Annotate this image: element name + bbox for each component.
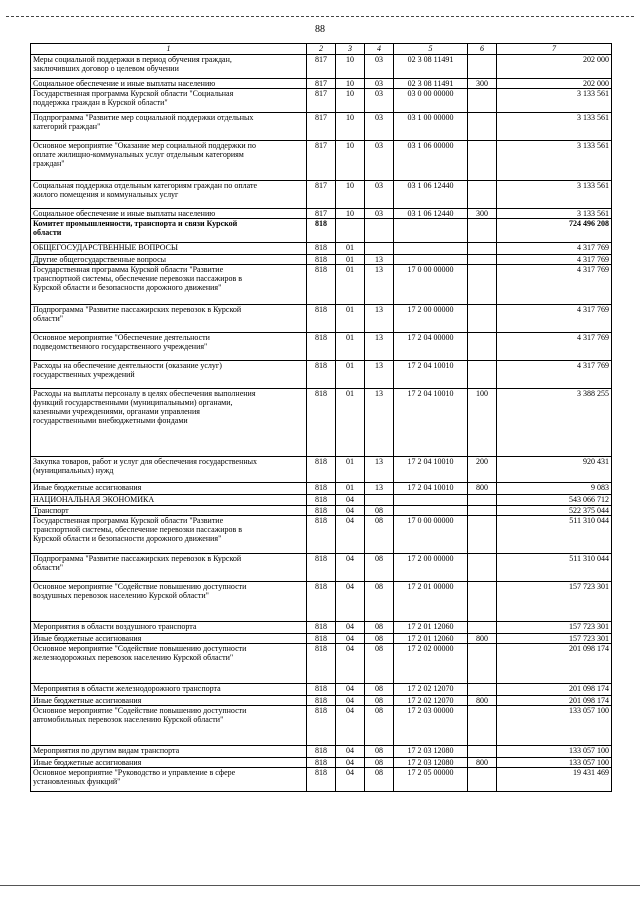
cell-section: 04 <box>336 746 365 758</box>
cell-section: 04 <box>336 706 365 746</box>
cell-name: Закупка товаров, работ и услуг для обеспечения государственных (муниципальных) нужд <box>31 457 307 483</box>
cell-name: Основное мероприятие "Содействие повышению доступности воздушных перевозок населению Курской области" <box>31 582 307 622</box>
table-row <box>31 483 612 495</box>
cell-name: Меры социальной поддержки в период обучения граждан, заключивших договор о целевом обучении <box>31 55 307 79</box>
cell-amount: 724 496 208 <box>497 219 612 243</box>
table-row <box>31 243 612 255</box>
table-row <box>31 333 612 361</box>
cell-section: 01 <box>336 389 365 457</box>
cell-name: Другие общегосударственные вопросы <box>31 255 307 265</box>
column-header: 4 <box>365 44 394 55</box>
cell-section: 01 <box>336 333 365 361</box>
cell-subsection: 08 <box>365 582 394 622</box>
cell-section: 04 <box>336 634 365 644</box>
cell-amount: 3 133 561 <box>497 113 612 141</box>
cell-name: Социальная поддержка отдельным категориям граждан по оплате жилого помещения и коммунальных услуг <box>31 181 307 209</box>
cell-ministry-code: 818 <box>307 758 336 768</box>
cell-amount: 4 317 769 <box>497 305 612 333</box>
cell-amount: 3 133 561 <box>497 141 612 181</box>
cell-ministry-code: 818 <box>307 554 336 582</box>
table-row <box>31 305 612 333</box>
cell-amount: 157 723 301 <box>497 622 612 634</box>
cell-target-article: 17 0 00 00000 <box>394 265 468 305</box>
budget-table <box>30 43 612 792</box>
cell-target-article: 02 3 08 11491 <box>394 55 468 79</box>
cell-ministry-code: 817 <box>307 79 336 89</box>
column-header: 6 <box>468 44 497 55</box>
cell-expense-type: 800 <box>468 634 497 644</box>
cell-amount: 19 431 469 <box>497 768 612 792</box>
cell-name: Основное мероприятие "Обеспечение деятельности подведомственного государственного учреждения" <box>31 333 307 361</box>
table-row <box>31 265 612 305</box>
cell-target-article: 17 2 04 00000 <box>394 333 468 361</box>
cell-amount: 522 375 044 <box>497 506 612 516</box>
table-row <box>31 758 612 768</box>
cell-subsection: 13 <box>365 389 394 457</box>
cell-target-article: 17 2 01 00000 <box>394 582 468 622</box>
cell-target-article: 17 2 02 00000 <box>394 644 468 684</box>
cell-amount: 4 317 769 <box>497 243 612 255</box>
cell-ministry-code: 818 <box>307 457 336 483</box>
cell-amount: 3 133 561 <box>497 209 612 219</box>
cell-subsection: 08 <box>365 684 394 696</box>
cell-subsection: 13 <box>365 457 394 483</box>
cell-subsection: 08 <box>365 706 394 746</box>
table-row <box>31 622 612 634</box>
cell-expense-type <box>468 495 497 506</box>
cell-section: 01 <box>336 457 365 483</box>
table-row <box>31 55 612 79</box>
cell-amount: 4 317 769 <box>497 265 612 305</box>
table-row <box>31 634 612 644</box>
page-number: 88 <box>315 24 325 35</box>
cell-subsection: 03 <box>365 89 394 113</box>
cell-amount: 543 066 712 <box>497 495 612 506</box>
cell-ministry-code: 818 <box>307 495 336 506</box>
cell-section: 04 <box>336 506 365 516</box>
cell-amount: 920 431 <box>497 457 612 483</box>
top-rule <box>6 16 634 17</box>
table-row <box>31 141 612 181</box>
cell-expense-type <box>468 255 497 265</box>
cell-expense-type: 800 <box>468 696 497 706</box>
cell-ministry-code: 818 <box>307 684 336 696</box>
table-row <box>31 746 612 758</box>
cell-target-article: 17 2 04 10010 <box>394 361 468 389</box>
cell-target-article <box>394 219 468 243</box>
cell-section: 04 <box>336 554 365 582</box>
cell-name: Комитет промышленности, транспорта и связи Курской области <box>31 219 307 243</box>
cell-subsection: 08 <box>365 696 394 706</box>
table-body <box>31 55 612 792</box>
cell-subsection: 08 <box>365 758 394 768</box>
cell-target-article: 17 2 04 10010 <box>394 389 468 457</box>
cell-ministry-code: 817 <box>307 209 336 219</box>
cell-expense-type: 300 <box>468 79 497 89</box>
cell-ministry-code: 818 <box>307 243 336 255</box>
cell-expense-type <box>468 265 497 305</box>
cell-section: 10 <box>336 209 365 219</box>
cell-ministry-code: 818 <box>307 255 336 265</box>
table-row <box>31 79 612 89</box>
cell-ministry-code: 817 <box>307 113 336 141</box>
cell-target-article: 17 2 04 10010 <box>394 457 468 483</box>
cell-ministry-code: 818 <box>307 516 336 554</box>
cell-amount: 4 317 769 <box>497 361 612 389</box>
cell-section: 01 <box>336 255 365 265</box>
cell-section: 04 <box>336 684 365 696</box>
cell-amount: 3 388 255 <box>497 389 612 457</box>
cell-name: Подпрограмма "Развитие пассажирских перевозок в Курской области" <box>31 554 307 582</box>
cell-amount: 202 000 <box>497 79 612 89</box>
cell-ministry-code: 818 <box>307 483 336 495</box>
cell-target-article: 17 2 01 12060 <box>394 634 468 644</box>
cell-subsection: 08 <box>365 506 394 516</box>
cell-subsection: 03 <box>365 113 394 141</box>
cell-expense-type <box>468 243 497 255</box>
cell-ministry-code: 818 <box>307 746 336 758</box>
table-row <box>31 644 612 684</box>
table-header-row <box>31 44 612 55</box>
cell-section: 10 <box>336 181 365 209</box>
cell-ministry-code: 818 <box>307 333 336 361</box>
cell-expense-type <box>468 644 497 684</box>
cell-name: Расходы на обеспечение деятельности (оказание услуг) государственных учреждений <box>31 361 307 389</box>
cell-ministry-code: 818 <box>307 706 336 746</box>
cell-subsection: 08 <box>365 622 394 634</box>
cell-amount: 202 000 <box>497 55 612 79</box>
cell-section: 04 <box>336 758 365 768</box>
cell-target-article <box>394 495 468 506</box>
cell-section: 04 <box>336 696 365 706</box>
cell-name: Государственная программа Курской области "Развитие транспортной системы, обеспечение перевозки пассажиров в Курской области и безопасности дорожного движения" <box>31 265 307 305</box>
cell-ministry-code: 818 <box>307 219 336 243</box>
cell-subsection: 08 <box>365 746 394 758</box>
cell-expense-type <box>468 89 497 113</box>
cell-name: НАЦИОНАЛЬНАЯ ЭКОНОМИКА <box>31 495 307 506</box>
cell-amount: 133 057 100 <box>497 758 612 768</box>
cell-ministry-code: 817 <box>307 181 336 209</box>
cell-name: Мероприятия по другим видам транспорта <box>31 746 307 758</box>
table-row <box>31 255 612 265</box>
cell-name: Государственная программа Курской области "Развитие транспортной системы, обеспечение перевозки пассажиров в Курской области и безопасности дорожного движения" <box>31 516 307 554</box>
cell-target-article <box>394 506 468 516</box>
cell-ministry-code: 818 <box>307 506 336 516</box>
cell-ministry-code: 818 <box>307 696 336 706</box>
cell-name: Расходы на выплаты персоналу в целях обеспечения выполнения функций государственными (муниципальными) органами, казенными учреждениями, органами управления государственными внебюджетными фондами <box>31 389 307 457</box>
cell-name: Основное мероприятие "Руководство и управление в сфере установленных функций" <box>31 768 307 792</box>
cell-subsection: 03 <box>365 209 394 219</box>
cell-name: Транспорт <box>31 506 307 516</box>
cell-expense-type <box>468 219 497 243</box>
cell-expense-type <box>468 141 497 181</box>
cell-expense-type <box>468 516 497 554</box>
cell-expense-type: 800 <box>468 758 497 768</box>
cell-ministry-code: 817 <box>307 55 336 79</box>
cell-section: 04 <box>336 495 365 506</box>
cell-expense-type <box>468 55 497 79</box>
cell-subsection: 13 <box>365 255 394 265</box>
table-row <box>31 113 612 141</box>
cell-section: 10 <box>336 141 365 181</box>
cell-expense-type <box>468 113 497 141</box>
cell-expense-type: 100 <box>468 389 497 457</box>
cell-amount: 133 057 100 <box>497 706 612 746</box>
cell-target-article: 17 2 05 00000 <box>394 768 468 792</box>
cell-expense-type <box>468 622 497 634</box>
cell-amount: 9 083 <box>497 483 612 495</box>
cell-expense-type: 300 <box>468 209 497 219</box>
cell-subsection: 08 <box>365 768 394 792</box>
table-row <box>31 554 612 582</box>
cell-section: 04 <box>336 516 365 554</box>
cell-name: Государственная программа Курской области "Социальная поддержка граждан в Курской области" <box>31 89 307 113</box>
cell-amount: 3 133 561 <box>497 89 612 113</box>
cell-name: Основное мероприятие "Содействие повышению доступности железнодорожных перевозок населению Курской области" <box>31 644 307 684</box>
cell-expense-type <box>468 706 497 746</box>
cell-expense-type <box>468 333 497 361</box>
cell-subsection: 13 <box>365 333 394 361</box>
cell-amount: 201 098 174 <box>497 696 612 706</box>
table-row <box>31 696 612 706</box>
cell-expense-type: 200 <box>468 457 497 483</box>
cell-subsection: 08 <box>365 634 394 644</box>
cell-target-article: 03 0 00 00000 <box>394 89 468 113</box>
cell-ministry-code: 818 <box>307 582 336 622</box>
cell-section: 01 <box>336 265 365 305</box>
table-row <box>31 181 612 209</box>
cell-ministry-code: 818 <box>307 305 336 333</box>
cell-target-article: 03 1 06 12440 <box>394 181 468 209</box>
cell-expense-type <box>468 746 497 758</box>
cell-target-article: 17 2 00 00000 <box>394 305 468 333</box>
table-row <box>31 389 612 457</box>
table-row <box>31 582 612 622</box>
cell-subsection <box>365 243 394 255</box>
cell-expense-type <box>468 361 497 389</box>
cell-amount: 511 310 044 <box>497 554 612 582</box>
cell-subsection: 13 <box>365 305 394 333</box>
cell-ministry-code: 818 <box>307 644 336 684</box>
cell-expense-type <box>468 768 497 792</box>
cell-amount: 4 317 769 <box>497 255 612 265</box>
column-header: 1 <box>31 44 307 55</box>
cell-name: Социальное обеспечение и иные выплаты населению <box>31 209 307 219</box>
table-row <box>31 495 612 506</box>
table-row <box>31 506 612 516</box>
cell-section: 04 <box>336 644 365 684</box>
cell-section: 04 <box>336 582 365 622</box>
cell-ministry-code: 818 <box>307 265 336 305</box>
table-row <box>31 516 612 554</box>
cell-target-article: 17 2 01 12060 <box>394 622 468 634</box>
column-header: 2 <box>307 44 336 55</box>
table-row <box>31 361 612 389</box>
cell-name: Социальное обеспечение и иные выплаты населению <box>31 79 307 89</box>
cell-expense-type <box>468 506 497 516</box>
cell-target-article: 17 2 00 00000 <box>394 554 468 582</box>
table-row <box>31 706 612 746</box>
cell-ministry-code: 818 <box>307 622 336 634</box>
cell-subsection <box>365 495 394 506</box>
cell-target-article: 17 2 03 12080 <box>394 758 468 768</box>
cell-ministry-code: 818 <box>307 389 336 457</box>
cell-amount: 201 098 174 <box>497 684 612 696</box>
table-row <box>31 457 612 483</box>
cell-subsection: 08 <box>365 554 394 582</box>
cell-name: Мероприятия в области железнодорожного транспорта <box>31 684 307 696</box>
cell-name: Иные бюджетные ассигнования <box>31 483 307 495</box>
cell-ministry-code: 817 <box>307 89 336 113</box>
cell-amount: 201 098 174 <box>497 644 612 684</box>
cell-amount: 511 310 044 <box>497 516 612 554</box>
cell-amount: 4 317 769 <box>497 333 612 361</box>
cell-name: Мероприятия в области воздушного транспорта <box>31 622 307 634</box>
cell-subsection: 03 <box>365 181 394 209</box>
cell-target-article: 17 2 03 12080 <box>394 746 468 758</box>
cell-name: Иные бюджетные ассигнования <box>31 758 307 768</box>
cell-target-article: 03 1 00 00000 <box>394 113 468 141</box>
cell-name: Подпрограмма "Развитие пассажирских перевозок в Курской области" <box>31 305 307 333</box>
table-row <box>31 209 612 219</box>
cell-expense-type <box>468 582 497 622</box>
cell-amount: 157 723 301 <box>497 634 612 644</box>
cell-section: 10 <box>336 113 365 141</box>
cell-section: 01 <box>336 243 365 255</box>
cell-subsection: 08 <box>365 644 394 684</box>
cell-subsection: 03 <box>365 141 394 181</box>
cell-target-article: 17 0 00 00000 <box>394 516 468 554</box>
table-row <box>31 684 612 696</box>
cell-target-article: 02 3 08 11491 <box>394 79 468 89</box>
cell-subsection: 13 <box>365 361 394 389</box>
table-row <box>31 768 612 792</box>
cell-expense-type: 800 <box>468 483 497 495</box>
cell-amount: 157 723 301 <box>497 582 612 622</box>
cell-name: ОБЩЕГОСУДАРСТВЕННЫЕ ВОПРОСЫ <box>31 243 307 255</box>
cell-subsection: 13 <box>365 265 394 305</box>
column-header: 5 <box>394 44 468 55</box>
cell-section: 01 <box>336 305 365 333</box>
cell-subsection: 03 <box>365 55 394 79</box>
cell-subsection: 13 <box>365 483 394 495</box>
cell-ministry-code: 818 <box>307 361 336 389</box>
cell-amount: 133 057 100 <box>497 746 612 758</box>
cell-target-article: 17 2 04 10010 <box>394 483 468 495</box>
cell-target-article: 17 2 02 12070 <box>394 696 468 706</box>
cell-expense-type <box>468 305 497 333</box>
cell-section <box>336 219 365 243</box>
cell-name: Иные бюджетные ассигнования <box>31 634 307 644</box>
column-header: 3 <box>336 44 365 55</box>
cell-target-article: 17 2 02 12070 <box>394 684 468 696</box>
cell-ministry-code: 818 <box>307 634 336 644</box>
cell-name: Основное мероприятие "Содействие повышению доступности автомобильных перевозок населению Курской области" <box>31 706 307 746</box>
cell-name: Основное мероприятие "Оказание мер социальной поддержки по оплате жилищно-коммунальных услуг отдельным категориям граждан" <box>31 141 307 181</box>
column-header: 7 <box>497 44 612 55</box>
cell-name: Подпрограмма "Развитие мер социальной поддержки отдельных категорий граждан" <box>31 113 307 141</box>
cell-ministry-code: 817 <box>307 141 336 181</box>
cell-target-article: 03 1 06 00000 <box>394 141 468 181</box>
cell-expense-type <box>468 181 497 209</box>
bottom-rule <box>0 885 640 886</box>
cell-subsection: 03 <box>365 79 394 89</box>
cell-target-article <box>394 243 468 255</box>
cell-section: 04 <box>336 622 365 634</box>
cell-amount: 3 133 561 <box>497 181 612 209</box>
cell-target-article: 17 2 03 00000 <box>394 706 468 746</box>
cell-section: 10 <box>336 79 365 89</box>
cell-name: Иные бюджетные ассигнования <box>31 696 307 706</box>
cell-section: 04 <box>336 768 365 792</box>
cell-expense-type <box>468 684 497 696</box>
cell-subsection: 08 <box>365 516 394 554</box>
cell-section: 10 <box>336 89 365 113</box>
table-row <box>31 219 612 243</box>
cell-expense-type <box>468 554 497 582</box>
cell-target-article <box>394 255 468 265</box>
cell-ministry-code: 818 <box>307 768 336 792</box>
cell-section: 10 <box>336 55 365 79</box>
cell-subsection <box>365 219 394 243</box>
table-row <box>31 89 612 113</box>
cell-section: 01 <box>336 483 365 495</box>
cell-section: 01 <box>336 361 365 389</box>
cell-target-article: 03 1 06 12440 <box>394 209 468 219</box>
